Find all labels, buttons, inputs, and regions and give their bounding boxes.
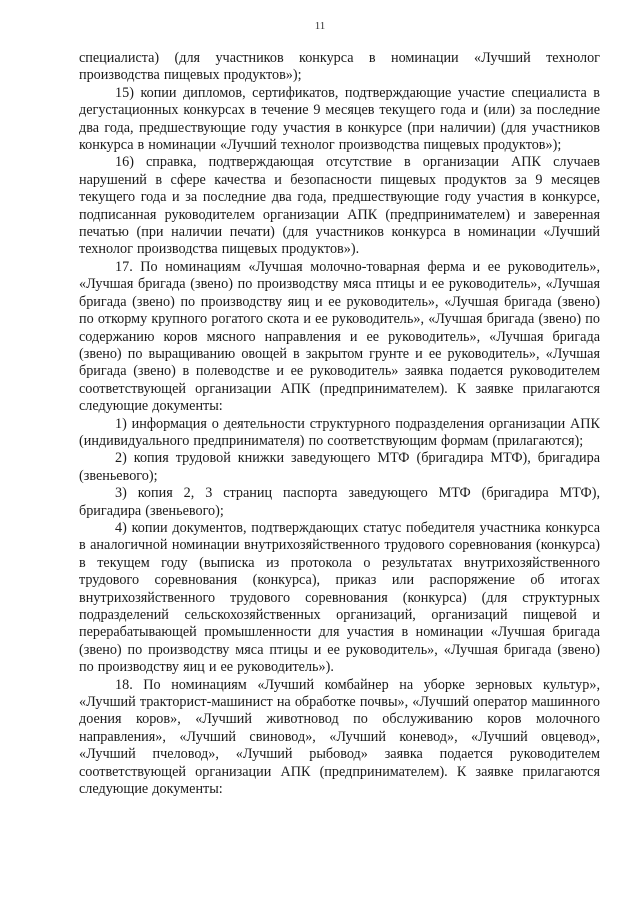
document-body [79, 50, 600, 798]
paragraph-item-4: 4) копии документов, подтверждающих статус победителя участника конкурса в аналогичной номинации внутрихозяйственного трудового соревнования (конкурса) в текущем году (выписка из протокола о результатах внутрихозяйственного трудового соревнования (конкурса), приказ или распоряжение об итогах внутрихозяйственного трудового соревнования (конкурса) (для структурных подразделений сельскохозяйственных организаций, организаций пищевой и перерабатывающей промышленности для участия в номинации «Лучшая бригада (звено) по производству мяса птицы и ее руководитель», «Лучшая бригада (звено) по производству яиц и ее руководитель»). [79, 519, 600, 676]
paragraph-continuation: специалиста) (для участников конкурса в номинации «Лучший технолог производства пищевых продуктов»); [79, 50, 600, 84]
paragraph-item-1: 1) информация о деятельности структурного подразделения организации АПК (индивидуального предпринимателя) по соответствующим формам (прилагаются); [79, 415, 600, 449]
paragraph-item-15: 15) копии дипломов, сертификатов, подтверждающие участие специалиста в дегустационных конкурсах в течение 9 месяцев текущего года и (или) за последние два года, предшествующие году участия в конкурсе (при наличии) (для участников конкурса в номинации «Лучший технолог производства пищевых продуктов»); [79, 84, 600, 154]
paragraph-section-18: 18. По номинациям «Лучший комбайнер на уборке зерновых культур», «Лучший тракторист-машинист на обработке почвы», «Лучший оператор машинного доения коров», «Лучший животновод по обслуживанию коров молочного направления», «Лучший свиновод», «Лучший коневод», «Лучший овцевод», «Лучший пчеловод», «Лучший рыбовод» заявка подается руководителем соответствующей организации АПК (предпринимателем). К заявке прилагаются следующие документы: [79, 676, 600, 798]
paragraph-item-16: 16) справка, подтверждающая отсутствие в организации АПК случаев нарушений в сфере качества и безопасности пищевых продуктов за 9 месяцев текущего года и за последние два года, предшествующие году участия в конкурсе, подписанная руководителем организации АПК (предпринимателем) и заверенная печатью (при наличии печати) (для участников конкурса в номинации «Лучший технолог производства пищевых продуктов»). [79, 154, 600, 258]
page-number: 11 [314, 20, 326, 32]
paragraph-item-2: 2) копия трудовой книжки заведующего МТФ (бригадира МТФ), бригадира (звеньевого); [79, 450, 600, 484]
paragraph-section-17: 17. По номинациям «Лучшая молочно-товарная ферма и ее руководитель», «Лучшая бригада (звено) по производству мяса птицы и ее руководитель», «Лучшая бригада (звено) по производству яиц и ее руководитель», «Лучшая бригада (звено) по откорму крупного рогатого скота и ее руководитель», «Лучшая бригада (звено) по содержанию коров мясного направления и ее руководитель», «Лучшая бригада (звено) по выращиванию овощей в закрытом грунте и ее руководитель», «Лучшая бригада (звено) в полеводстве и ее руководитель» заявка подается руководителем соответствующей организации АПК (предпринимателем). К заявке прилагаются следующие документы: [79, 258, 600, 415]
paragraph-item-3: 3) копия 2, 3 страниц паспорта заведующего МТФ (бригадира МТФ), бригадира (звеньевого); [79, 485, 600, 519]
